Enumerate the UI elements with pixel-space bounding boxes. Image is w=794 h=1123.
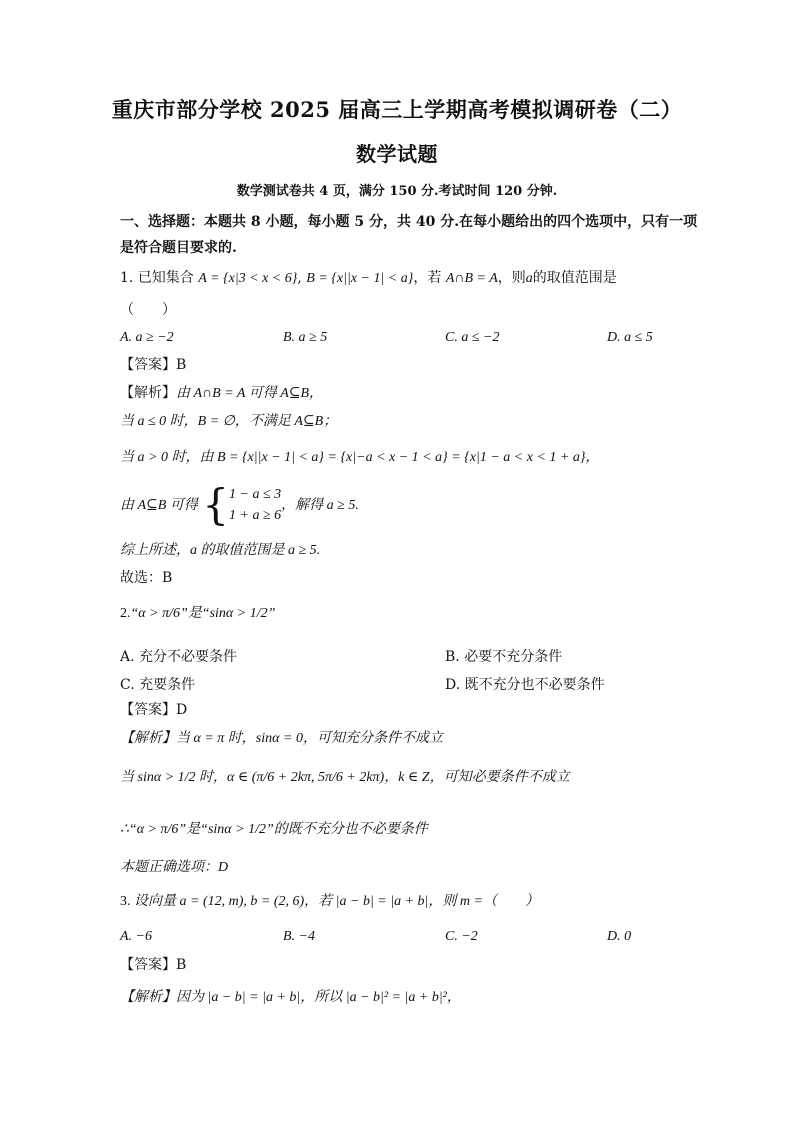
q1-analysis-1 <box>120 383 323 404</box>
section-intro-line-1: 一、选择题：本题共 8 小题，每小题 5 分，共 40 分.在每小题给出的四个选项中，只有一项 <box>120 214 698 230</box>
q1-stem-end: 的取值范围是 <box>532 270 617 286</box>
left-brace-icon: { <box>202 480 230 529</box>
q1-stem: 1. 已知集合 A = {x|3 < x < 6}, B = {x||x − 1| < a}，若 A∩B = A，则a的取值范围是 <box>120 270 617 286</box>
q3-answer: 【答案】B <box>120 957 187 973</box>
q2-stem <box>120 604 275 624</box>
q1-stem-suffix: ，则 <box>497 270 526 286</box>
q1-paren: （ ） <box>120 302 176 318</box>
q1-analysis-text-1: 由 A∩B = A 可得 A⊆B， <box>176 386 324 401</box>
q1-inequality-2: 1 + a ≥ 6 <box>229 508 282 523</box>
q1-analysis-2: 当 a ≤ 0 时，B = ∅，不满足 A⊆B； <box>120 414 338 429</box>
q1-number: 1. <box>120 270 134 286</box>
q1-inequality-system <box>229 484 281 526</box>
q1-answer: 【答案】B <box>120 357 187 373</box>
q2-option-a[interactable]: A. 充分不必要条件 <box>120 649 238 665</box>
q1-analysis-3: 当 a > 0 时，由 B = {x||x − 1| < a} = {x|−a < x − 1 < a} = {x|1 − a < x < 1 + a}， <box>120 450 600 465</box>
q1-stem-mid: ，若 <box>413 270 442 286</box>
q1-analysis-6: 故选：B <box>120 570 173 586</box>
page-subtitle: 数学试题 <box>356 142 438 166</box>
q1-stem-prefix: 已知集合 <box>137 270 194 286</box>
q1-set-a: A = {x|3 < x < 6} <box>198 271 298 286</box>
q2-number: 2. <box>120 606 131 621</box>
page-title: 重庆市部分学校 2025 届高三上学期高考模拟调研卷（二） <box>111 97 683 122</box>
q2-analysis-3: ∴“α > π/6”是“sinα > 1/2”的既不充分也不必要条件 <box>120 822 428 837</box>
q1-analysis-5: 综上所述，a 的取值范围是 a ≥ 5. <box>120 543 321 558</box>
q3-option-b[interactable]: B. −4 <box>283 929 315 944</box>
q1-analysis-label: 【解析】 <box>120 385 176 401</box>
q2-answer: 【答案】D <box>120 702 188 718</box>
q3-option-d[interactable]: D. 0 <box>607 929 632 944</box>
q2-analysis-2: 当 sinα > 1/2 时，α ∈ (π/6 + 2kπ, 5π/6 + 2kπ)，k ∈ Z，可知必要条件不成立 <box>120 770 570 785</box>
q3-option-a[interactable]: A. −6 <box>120 929 152 944</box>
q3-stem-text: 设向量 a = (12, m), b = (2, 6)，若 |a − b| = |a + b|，则 m =（ ） <box>134 894 539 909</box>
section-intro-line-2: 是符合题目要求的. <box>120 240 237 256</box>
q3-analysis-1: 【解析】因为 |a − b| = |a + b|，所以 |a − b|² = |a + b|²， <box>120 990 461 1005</box>
q1-analysis-4-suffix: ，解得 a ≥ 5. <box>281 498 359 513</box>
q2-analysis-4: 本题正确选项：D <box>120 860 229 875</box>
q3-stem <box>120 892 539 912</box>
q2-stem-text: “α > π/6”是“sinα > 1/2” <box>130 606 276 621</box>
q1-option-c[interactable]: C. a ≤ −2 <box>445 330 500 345</box>
q1-set-b: B = {x||x − 1| < a} <box>306 271 414 286</box>
q2-analysis-1: 【解析】当 α = π 时，sinα = 0，可知充分条件不成立 <box>120 731 443 746</box>
q1-option-b[interactable]: B. a ≥ 5 <box>283 330 328 345</box>
q1-option-a[interactable]: A. a ≥ −2 <box>120 330 174 345</box>
q3-option-c[interactable]: C. −2 <box>445 929 478 944</box>
q1-var: a <box>525 271 533 286</box>
q1-condition: A∩B = A <box>445 271 498 286</box>
exam-note: 数学测试卷共 4 页，满分 150 分.考试时间 120 分钟. <box>236 184 558 199</box>
q1-inequality-1: 1 − a ≤ 3 <box>229 487 282 502</box>
q2-option-d[interactable]: D. 既不充分也不必要条件 <box>445 677 605 693</box>
q2-option-b[interactable]: B. 必要不充分条件 <box>445 649 563 665</box>
q1-analysis-4-prefix: 由 A⊆B 可得 <box>120 498 198 513</box>
q1-analysis-4 <box>120 480 359 529</box>
q1-option-d[interactable]: D. a ≤ 5 <box>607 330 653 345</box>
q2-option-c[interactable]: C. 充要条件 <box>120 677 196 693</box>
q3-number: 3. <box>120 894 131 909</box>
